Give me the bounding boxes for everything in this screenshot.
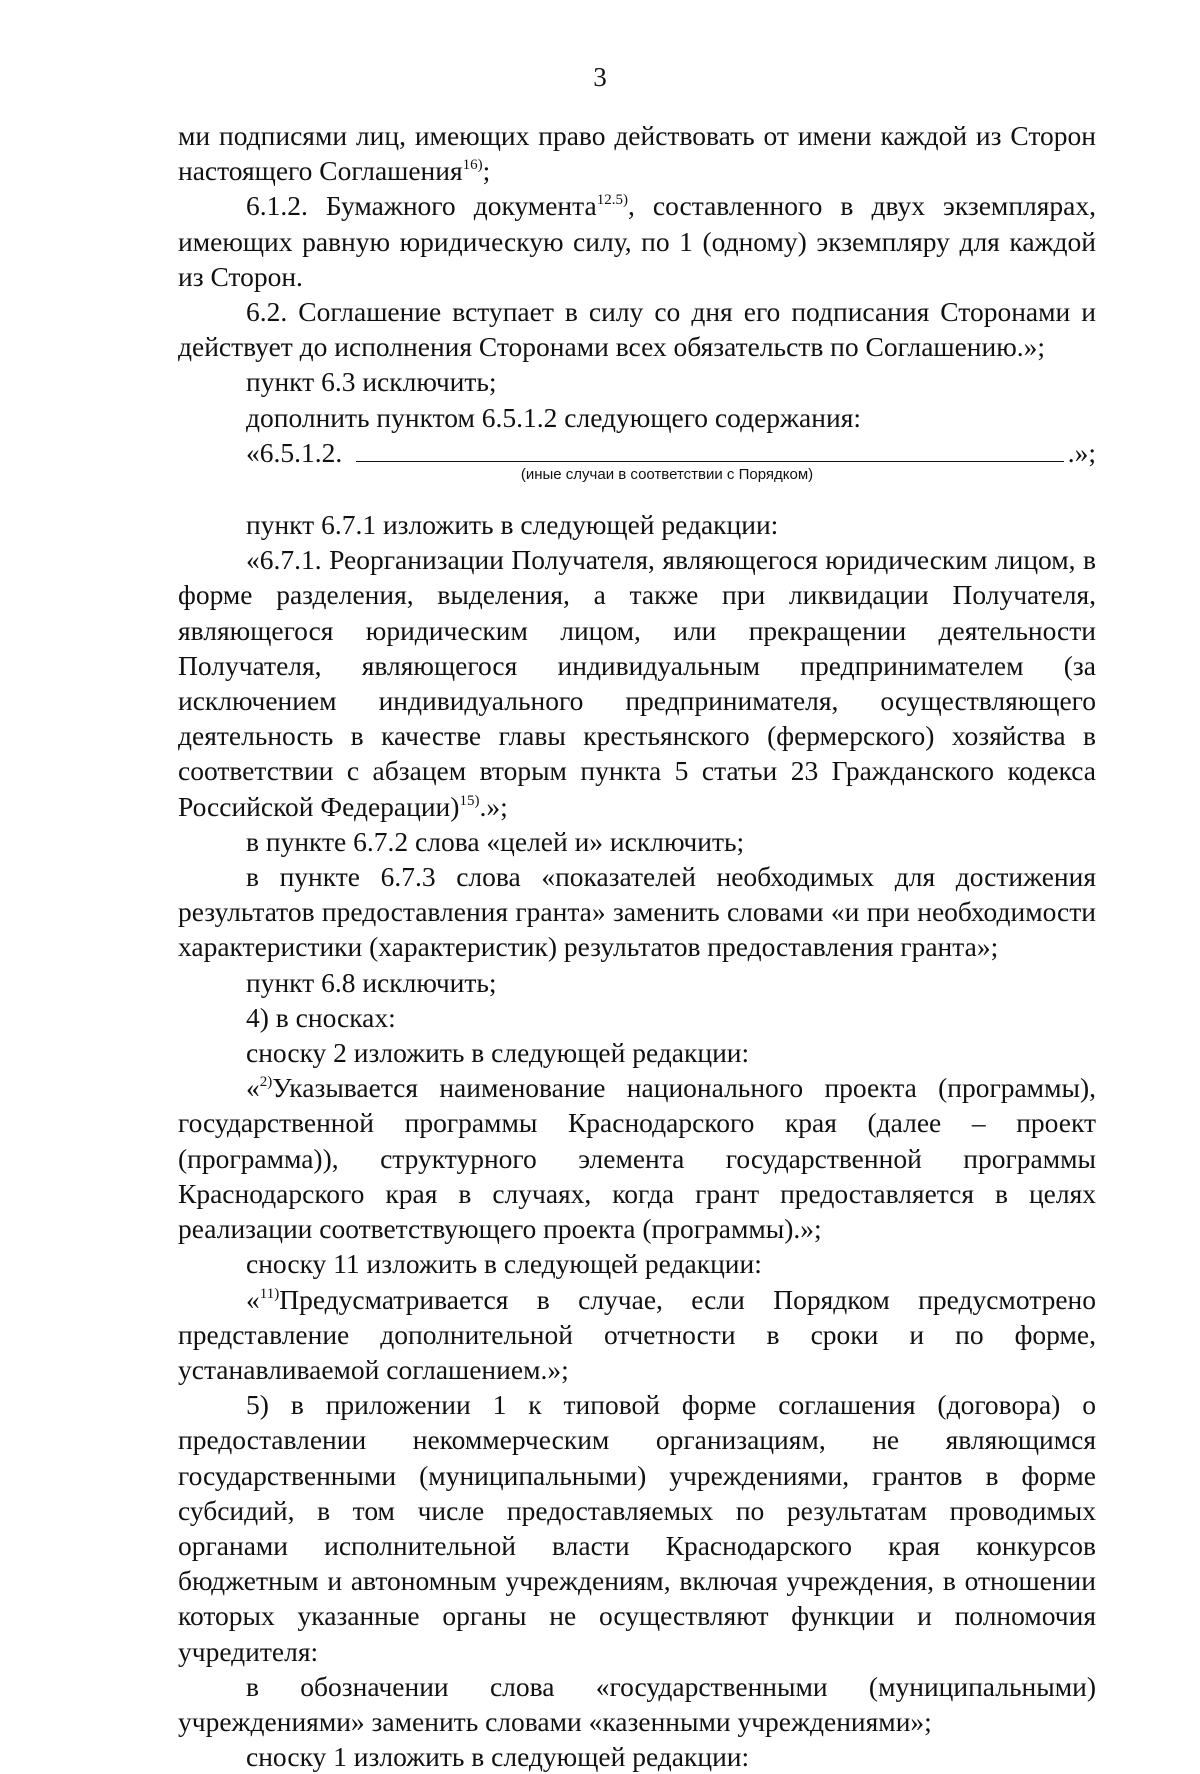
paragraph-footnote-2-intro: сноску 2 изложить в следующей редакции: [246,1037,750,1069]
footnote-ref: 15) [459,792,480,809]
paragraph-6-7-1: «6.7.1. Реорганизации Получателя, являющегося юридическим лицом, в форме разделения, выделения, а также при ликвидации Получателя, являющегося юридическим лицом, или прекращении деятельности Получателя, являющегося индивидуальным предпринимателем (за исключением индивидуального предпринимателя, осуществляющего деятельность в качестве главы крестьянского (фермерского) хозяйства в соответствии с абзацем вторым пункта 5 статьи 23 Гражданского кодекса Российской Федерации)$^{15)}$.»; [178,544,1096,822]
paragraph-6-7-3: в пункте 6.7.3 слова «показателей необходимых для достижения результатов предоставления гранта» заменить словами «и при необходимости характеристики (характеристик) результатов предоставления гранта»; [178,861,1096,963]
paragraph-6-7-2: в пункте 6.7.2 слова «целей и» исключить; [246,825,745,857]
paragraph-appendix-1: 5) в приложении 1 к типовой форме соглашения (договора) о предоставлении некоммерческим организациям, не являющимся государственными (муниципальными) учреждениями, грантов в форме субсидий, в том числе предоставляемых по результатам проводимых органами исполнительной власти Краснодарского края конкурсов бюджетным и автономным учреждениям, включая учреждения, в отношении которых указанные органы не осуществляют функции и полномочия учредителя: [178,1389,1096,1667]
paragraph-item-6-3: пункт 6.3 исключить; [246,366,497,398]
blank-field-line [356,439,1063,462]
document-body [178,118,1096,1774]
paragraph-footnote-2: «$^{2)}$Указывается наименование национального проекта (программы), государственной программы Краснодарского края (далее – проект (программа)), структурного элемента государственной программы Краснодарского края в случаях, когда грант предоставляется в целях реализации соответствующего проекта (программы).»; [178,1072,1096,1245]
blank-field-row [178,435,1096,470]
footnote-ref: 11) [259,1285,280,1302]
paragraph-footnote-1-intro: сноску 1 изложить в следующей редакции: [246,1741,750,1773]
paragraph-designation: в обозначении слова «государственными (муниципальными) учреждениями» заменить словами «казенными учреждениями»; [178,1670,1096,1737]
paragraph-footnotes: 4) в сносках: [246,1001,396,1033]
paragraph-footnote-11: «$^{11)}$Предусматривается в случае, если Порядком предусмотрено представление дополнительной отчетности в сроки и по форме, устанавливаемой соглашением.»; [178,1283,1096,1385]
paragraph-add-6-5-1-2: дополнить пунктом 6.5.1.2 следующего содержания: [246,401,861,433]
paragraph-6-8: пункт 6.8 исключить; [246,966,497,998]
footnote-ref: 12.5) [596,192,628,209]
paragraph-footnote-11-intro: сноску 11 изложить в следующей редакции: [246,1248,762,1280]
footnote-ref: 16) [462,157,483,174]
footnote-ref: 2) [259,1074,273,1091]
paragraph-6-7-1-intro: пункт 6.7.1 изложить в следующей редакции: [246,509,779,541]
blank-field-label: «6.5.1.2. [246,436,343,468]
blank-field-caption: (иные случаи в соответствии с Порядком) [520,466,814,484]
page-number: 3 [593,62,607,92]
blank-field-end: .»; [1067,436,1096,468]
paragraph-6-1-2: 6.1.2. Бумажного документа$^{12.5)}$, составленного в двух экземплярах, имеющих равную юридическую силу, по 1 (одному) экземпляру для каждой из Сторон. [178,190,1096,292]
paragraph-continuation: ми подписями лиц, имеющих право действовать от имени каждой из Сторон настоящего Соглашения$^{16)}$; [178,120,1096,187]
paragraph-6-2: 6.2. Соглашение вступает в силу со дня его подписания Сторонами и действует до исполнения Сторонами всех обязательств по Соглашению.»; [178,296,1096,363]
